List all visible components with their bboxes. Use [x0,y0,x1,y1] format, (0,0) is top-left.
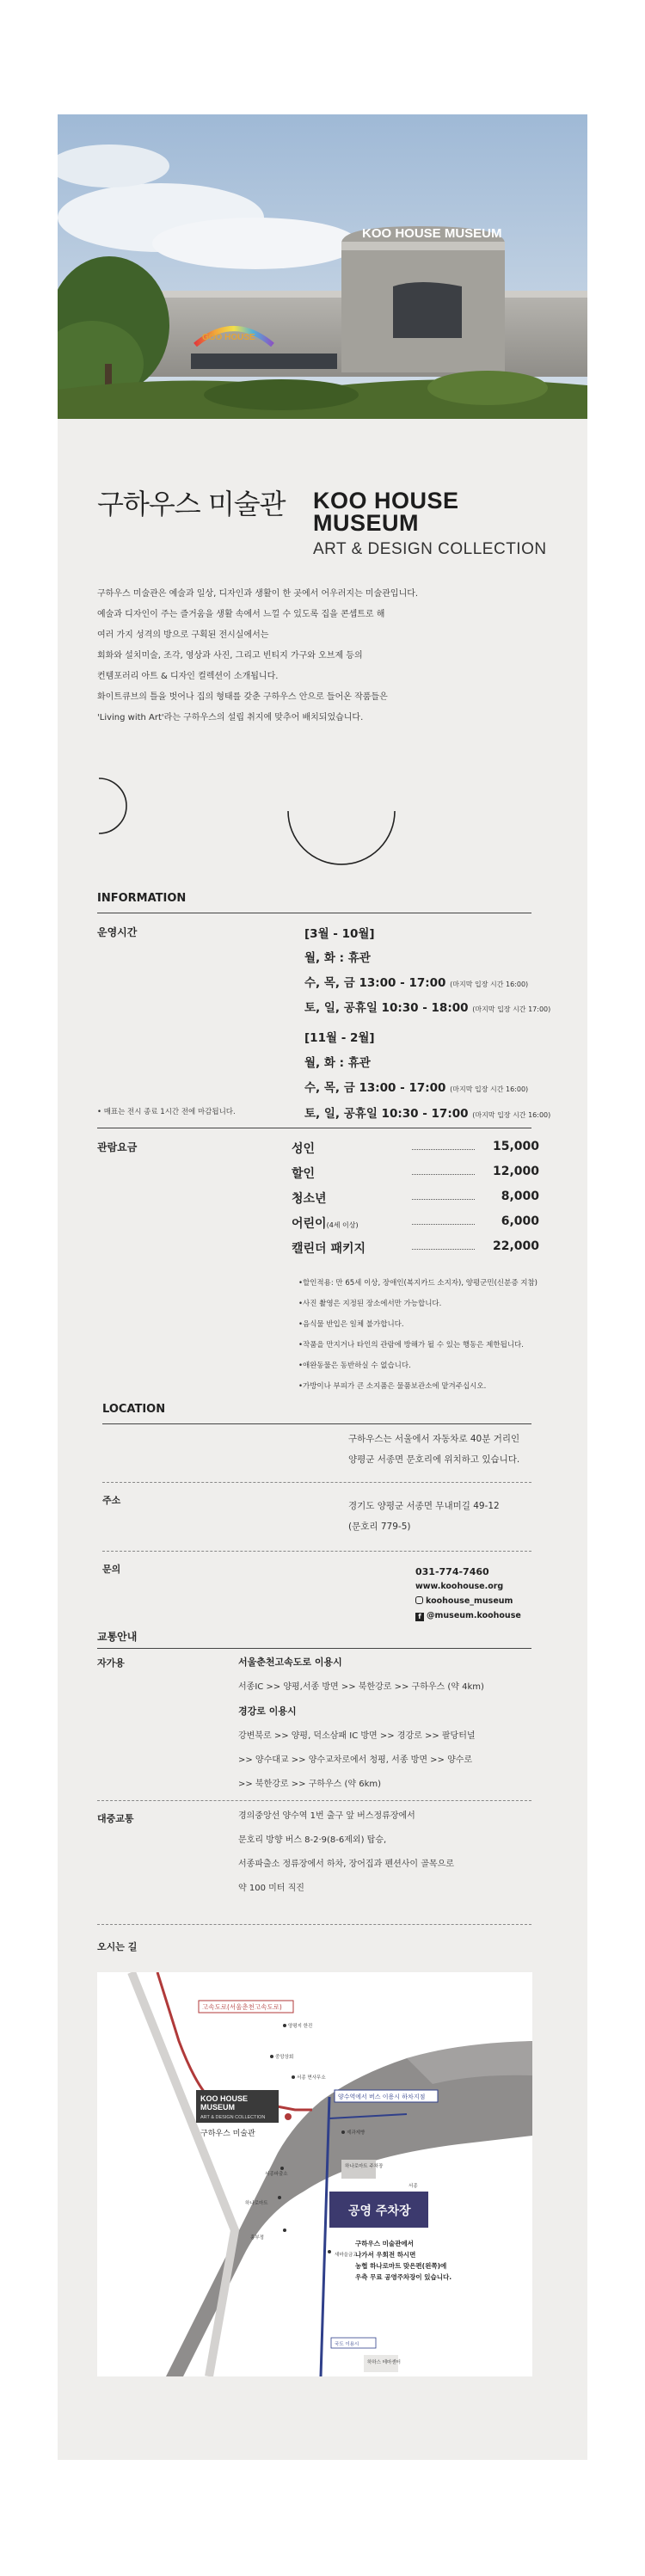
car-routes [238,1651,484,1797]
public-transport-text: 경의중앙선 양수역 1번 출구 앞 버스정류장에서 문호리 방향 버스 8-2·9(8-6제외) 탑승, 서종파출소 정류장에서 하차, 장어집과 펜션사이 골목으로 약 100 미터 직진 [238,1811,454,1893]
map-heading: 오시는 길 [97,1941,138,1952]
bus-stop-label: 양수역에서 버스 이용시 하차지점 [338,2093,426,2100]
fee-note: •작품을 만지거나 타인의 관람에 방해가 될 수 있는 행동은 제한됩니다. [298,1341,524,1349]
parking-desc: 농협 하나로마트 맞은편(왼쪽)에 [355,2262,447,2270]
fee-name: 성인 [292,1142,316,1156]
museum-pin [285,2113,292,2120]
map-logo-sub: ART & DESIGN COLLECTION [200,2115,266,2120]
parking-desc: 우측 무료 공영주차장이 있습니다. [355,2273,452,2281]
summer-weekday-hours: 수, 목, 금 13:00 - 17:00 [304,976,446,990]
information-heading: INFORMATION [97,892,187,905]
fee-notes [298,1273,538,1397]
fee-name: 캘린더 패키지 [292,1242,366,1256]
facebook-link[interactable]: @museum.koohouse [427,1611,521,1620]
transport-heading: 교통안내 [97,1631,138,1643]
rainbow-sign: GOO HOUSE [202,333,255,342]
route-line: >> 양수대교 >> 양수교차로에서 청평, 서종 방면 >> 양수로 [238,1755,473,1765]
fee-row [292,1190,539,1207]
map-pin-label: 새마을금고 [335,2253,358,2258]
parking-desc: 나가서 우회전 하시면 [355,2251,416,2259]
route2-title: 경강로 이용시 [238,1706,297,1717]
map-pin-label: 국도 이용시 [335,2342,359,2347]
map-logo-line1: KOO HOUSE [200,2094,249,2103]
directions-map[interactable] [97,1972,532,2376]
intro-line: 예술과 디자인이 주는 즐거움을 생활 속에서 느낄 수 있도록 집을 콘셉트로 해 [97,610,385,619]
fee-price: 8,000 [501,1190,539,1203]
intro-line: 회화와 설치미술, 조각, 영상과 사진, 그리고 빈티지 가구와 오브제 등의 [97,651,363,661]
title-english-line1: KOO HOUSE [313,488,459,513]
winter-weekday-note: (마지막 입장 시간 16:00) [450,1085,529,1093]
winter-weekday-hours: 수, 목, 금 13:00 - 17:00 [304,1081,446,1095]
map-pin-label: 하하스 테마센터 [367,2360,401,2365]
intro-line: 여러 가지 성격의 방으로 구획된 전시실에서는 [97,630,269,640]
summer-closed: 월, 화 : 휴관 [304,951,371,965]
fee-price: 6,000 [501,1214,539,1228]
fee-row [292,1239,539,1257]
fee-row [292,1165,539,1182]
title-korean: 구하우스 미술관 [97,488,286,520]
fee-row [292,1214,539,1232]
route-line: 강변북로 >> 양평, 덕소삼패 IC 방면 >> 경강로 >> 팔당터널 [238,1731,476,1741]
divider [97,1924,531,1925]
decorative-half-circle [97,775,149,852]
subtitle-english: ART & DESIGN COLLECTION [313,540,547,558]
contact-info [415,1565,521,1623]
fee-note: •가방이나 부피가 큰 소지품은 물품보관소에 맡겨주십시오. [298,1382,487,1391]
summer-weekday-note: (마지막 입장 시간 16:00) [450,981,529,988]
parking-desc: 구하우스 미술관에서 [355,2240,414,2247]
winter-period: [11월 - 2월] [304,1031,375,1045]
map-pin-label: 서종 [408,2184,418,2189]
map-pin-label: 하나로마트 주차장 [345,2164,384,2169]
map-museum-name: 구하우스 미술관 [200,2130,255,2138]
fee-price: 12,000 [492,1165,539,1178]
fee-note: •사진 촬영은 지정된 장소에서만 가능합니다. [298,1300,442,1308]
intro-line: 컨템포러리 아트 & 디자인 컬렉션이 소개됩니다. [97,672,279,681]
fee-note: •애완동물은 동반하실 수 없습니다. [298,1362,411,1370]
title-english-line2: MUSEUM [313,510,419,536]
instagram-icon [415,1596,423,1604]
fee-name: 어린이(4세 이상) [292,1217,359,1231]
fee-name: 할인 [292,1167,316,1181]
address-label: 주소 [102,1495,121,1506]
location-desc: 구하우스는 서울에서 자동차로 40분 거리인 양평군 서종면 문호리에 위치하고 있습니다. [348,1434,520,1465]
map-pin-label: 중앙상회 [275,2055,294,2060]
intro-line: 화이트큐브의 틀을 벗어나 집의 형태를 갖춘 구하우스 안으로 들어온 작품들은 [97,692,388,702]
fee-name: 청소년 [292,1192,327,1206]
website-link[interactable]: www.koohouse.org [415,1582,504,1591]
hero-photo [58,114,587,419]
winter-weekend-hours: 토, 일, 공휴일 10:30 - 17:00 [304,1107,469,1121]
summer-period: [3월 - 10월] [304,927,375,941]
highway-label: 고속도로(서울춘천고속도로) [202,2003,282,2011]
address-text: 경기도 양평군 서종면 무내미길 49-12 (문호리 779-5) [348,1501,500,1532]
divider [97,1800,531,1801]
fee-row [292,1140,539,1157]
fee-price: 22,000 [492,1239,539,1253]
winter-closed: 월, 화 : 휴관 [304,1056,371,1070]
decorative-arc [283,809,403,878]
map-pin-label: 서종 면사무소 [297,2075,326,2081]
contact-label: 문의 [102,1564,121,1575]
map-pin-label: 하나로마트 [245,2201,268,2206]
hours-note: • 매표는 전시 종료 1시간 전에 마감됩니다. [97,1108,236,1116]
map-pin-label: 서종파출소 [265,2172,288,2177]
divider [97,1648,531,1649]
car-label: 자가용 [97,1657,125,1669]
fee-price: 15,000 [492,1140,539,1153]
map-graphic [97,1972,532,2376]
map-pin-label: 제과제빵 [347,2130,366,2136]
divider [102,1482,531,1483]
hours-label: 운영시간 [97,926,138,938]
intro-text [97,584,544,729]
summer-weekend-note: (마지막 입장 시간 17:00) [472,1005,551,1013]
museum-building-image [58,114,587,419]
fee-label: 관람요금 [97,1141,138,1153]
route1-title: 서울춘천고속도로 이용시 [238,1657,342,1668]
parking-label: 공영 주차장 [348,2204,411,2218]
phone-link[interactable]: 031-774-7460 [415,1566,489,1577]
map-pin-label: 양평지 한진 [288,2024,313,2029]
location-heading: LOCATION [102,1403,166,1416]
route-line: 서종IC >> 양평,서종 방면 >> 북한강로 >> 구하우스 (약 4km) [238,1682,484,1692]
fee-note: •음식물 반입은 일체 불가합니다. [298,1320,404,1329]
public-transport-label: 대중교통 [97,1813,134,1824]
instagram-link[interactable]: koohouse_museum [426,1596,513,1606]
facebook-icon: f [415,1613,424,1621]
content-panel [58,114,587,2460]
building-sign: KOO HOUSE MUSEUM [362,226,502,241]
route-line: >> 북한강로 >> 구하우스 (약 6km) [238,1780,382,1789]
map-logo-line2: MUSEUM [200,2103,235,2112]
intro-line: 'Living with Art'라는 구하우스의 설립 취지에 맞추어 배치되었습니다. [97,713,364,722]
divider [102,1551,531,1552]
intro-line: 구하우스 미술관은 예술과 일상, 디자인과 생활이 한 곳에서 어우러지는 미술관입니다. [97,589,419,599]
fee-note: •할인적용: 만 65세 이상, 장애인(복지카드 소지자), 양평군민(신분증 지참) [298,1279,538,1288]
map-pin-label: 홍부정 [250,2235,264,2241]
summer-weekend-hours: 토, 일, 공휴일 10:30 - 18:00 [304,1001,469,1015]
divider [102,1423,531,1424]
winter-weekend-note: (마지막 입장 시간 16:00) [472,1111,551,1119]
